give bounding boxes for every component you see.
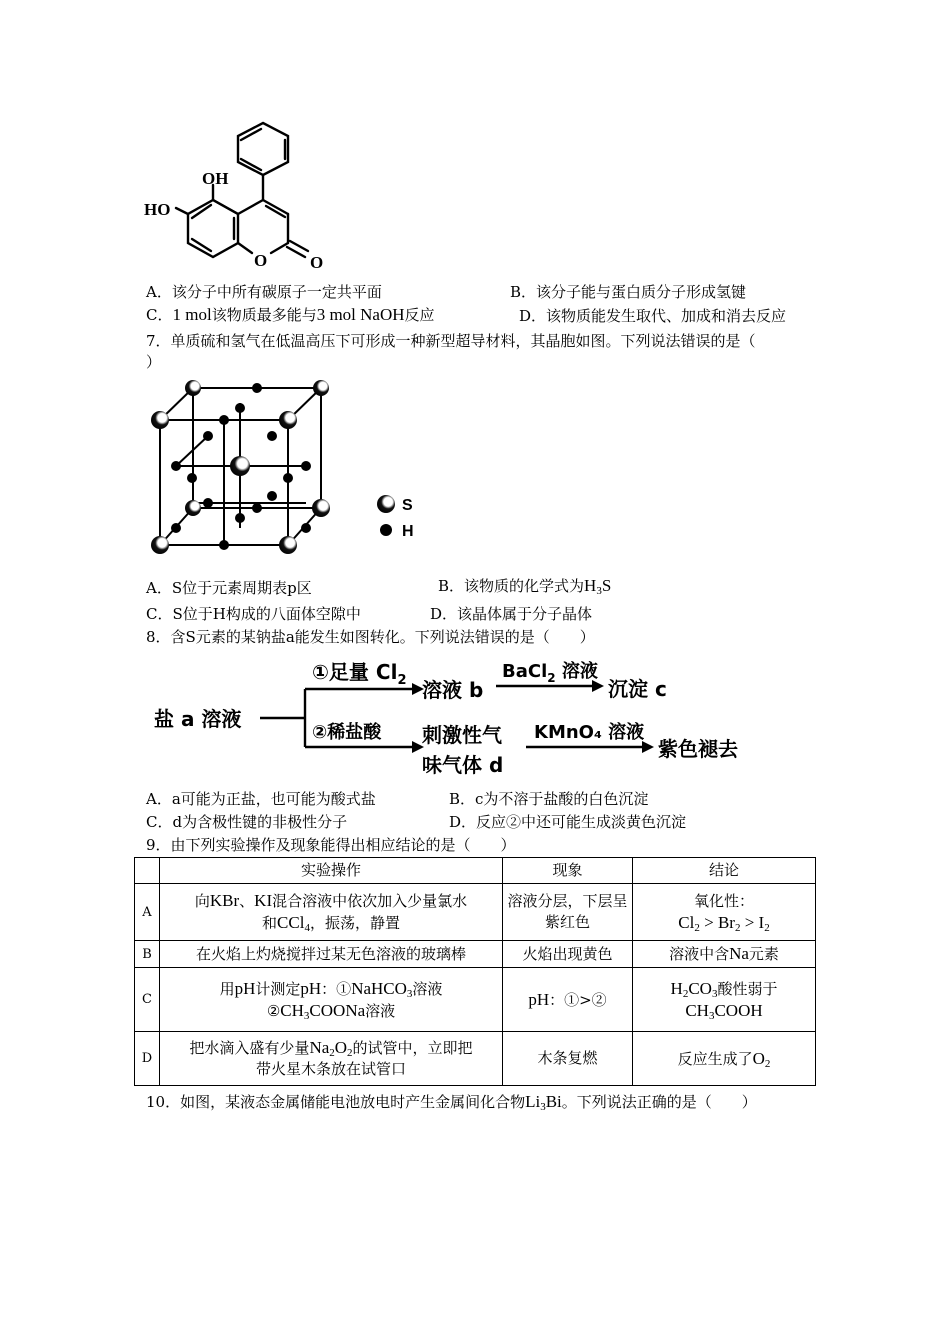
- keto-oxygen-label: O: [310, 253, 324, 272]
- crystal-cell-diagram: [148, 378, 438, 560]
- table-row: [135, 1032, 816, 1086]
- q7-option-c: C．S位于H构成的八面体空隙中: [146, 605, 361, 623]
- row-conclusion: $H_2CO_3$酸性弱于 $CH_3COOH$: [633, 968, 816, 1032]
- oh-top-label: OH: [202, 169, 229, 188]
- experiment-table: [134, 857, 816, 1086]
- flow-gas-d-line2: 味气体 d: [422, 753, 504, 777]
- header-operation: 实验操作: [160, 858, 503, 884]
- q6-option-c-amount1: 1 mol: [172, 305, 212, 324]
- flow-precipitate-c: 沉淀 c: [608, 677, 667, 701]
- row-label: A: [135, 884, 160, 941]
- q6-option-b: B．该分子能与蛋白质分子形成氢键: [510, 283, 747, 301]
- q8-option-a: A．a可能为正盐，也可能为酸式盐: [146, 790, 376, 808]
- legend-hydrogen-label: H: [402, 523, 414, 540]
- legend-hydrogen-symbol: [380, 524, 392, 536]
- ho-left-label: HO: [144, 200, 171, 219]
- header-conclusion: 结论: [633, 858, 816, 884]
- q10-stem: 10．如图，某液态金属储能电池放电时产生金属间化合物$Li_3Bi$。下列说法正确的是（ ）: [146, 1092, 757, 1113]
- row-operation: 把水滴入盛有少量$Na_2O_2$的试管中，立即把 带火星木条放在试管口: [160, 1032, 503, 1086]
- q6-option-c-prefix: C．: [146, 306, 173, 324]
- table-row: [135, 941, 816, 968]
- table-header-row: [135, 858, 816, 884]
- legend-sulfur-label: S: [402, 497, 413, 514]
- q7-option-d: D．该晶体属于分子晶体: [430, 605, 593, 623]
- q9-stem: 9．由下列实验操作及现象能得出相应结论的是（ ）: [146, 836, 516, 854]
- row-conclusion: 溶液中含Na元素: [633, 941, 816, 968]
- row-label: C: [135, 968, 160, 1032]
- q7-option-a: A．S位于元素周期表p区: [146, 579, 312, 597]
- table-row: [135, 968, 816, 1032]
- q8-stem: 8．含S元素的某钠盐a能发生如图转化。下列说法错误的是（ ）: [146, 628, 595, 646]
- table-row: [135, 884, 816, 941]
- header-phenomenon: 现象: [503, 858, 633, 884]
- flow-start-salt: 盐 a 溶液: [154, 707, 242, 731]
- flow-purple-fades: 紫色褪去: [658, 737, 738, 761]
- flow-bottom-condition: ②稀盐酸: [312, 722, 382, 743]
- row-label: B: [135, 941, 160, 968]
- q6-option-c-mid: 该物质最多能与: [211, 306, 317, 324]
- q6-option-c: [146, 305, 435, 325]
- q7-option-b-text: B．该物质的化学式为: [438, 577, 585, 595]
- q7-stem: 7．单质硫和氢气在低温高压下可形成一种新型超导材料，其晶胞如图。下列说法错误的是（: [146, 332, 756, 350]
- q6-option-c-amount2: 3 mol NaOH: [316, 305, 405, 324]
- row-label: D: [135, 1032, 160, 1086]
- q6-option-d: D．该物质能发生取代、加成和消去反应: [519, 307, 787, 325]
- q8-option-b: B．c为不溶于盐酸的白色沉淀: [449, 790, 649, 808]
- row-conclusion: 氧化性： $Cl_2 > Br_2 > I_2$: [633, 884, 816, 941]
- flow-gas-d-line1: 刺激性气: [422, 723, 502, 747]
- row-operation: 在火焰上灼烧搅拌过某无色溶液的玻璃棒: [160, 941, 503, 968]
- flow-kmno4-condition: KMnO₄ 溶液: [534, 722, 645, 743]
- row-operation: 向KBr、KI混合溶液中依次加入少量氯水 和CCl$_4$，振荡，静置: [160, 884, 503, 941]
- q8-option-d: D．反应②中还可能生成淡黄色沉淀: [449, 813, 687, 831]
- q8-option-c: C．d为含极性键的非极性分子: [146, 813, 348, 831]
- flow-solution-b: 溶液 b: [422, 678, 484, 702]
- q6-option-c-post: 反应: [404, 306, 435, 324]
- q7-option-b: [438, 576, 611, 596]
- legend-sulfur-symbol: [377, 495, 395, 513]
- flow-top-condition: ①足量 $Cl_2$: [312, 660, 407, 688]
- row-phenomenon: 火焰出现黄色: [503, 941, 633, 968]
- reaction-flow-diagram: [150, 652, 770, 782]
- row-phenomenon: 溶液分层，下层呈紫红色: [503, 884, 633, 941]
- ring-oxygen-label: O: [254, 251, 268, 270]
- row-operation: 用pH计测定pH：①NaHCO$_3$溶液 $②CH_3COONa$溶液: [160, 968, 503, 1032]
- row-phenomenon: pH：①>②: [503, 968, 633, 1032]
- header-label-blank: [135, 858, 160, 884]
- coumarin-structure-diagram: [140, 118, 340, 283]
- row-phenomenon: 木条复燃: [503, 1032, 633, 1086]
- q7-stem-close: ）: [146, 353, 162, 371]
- row-conclusion: 反应生成了$O_2$: [633, 1032, 816, 1086]
- q6-option-a: A．该分子中所有碳原子一定共平面: [146, 283, 382, 301]
- q7-option-b-formula: $H_3S$: [584, 576, 612, 597]
- flow-bacl2-condition: BaCl$_2$ 溶液: [502, 661, 598, 685]
